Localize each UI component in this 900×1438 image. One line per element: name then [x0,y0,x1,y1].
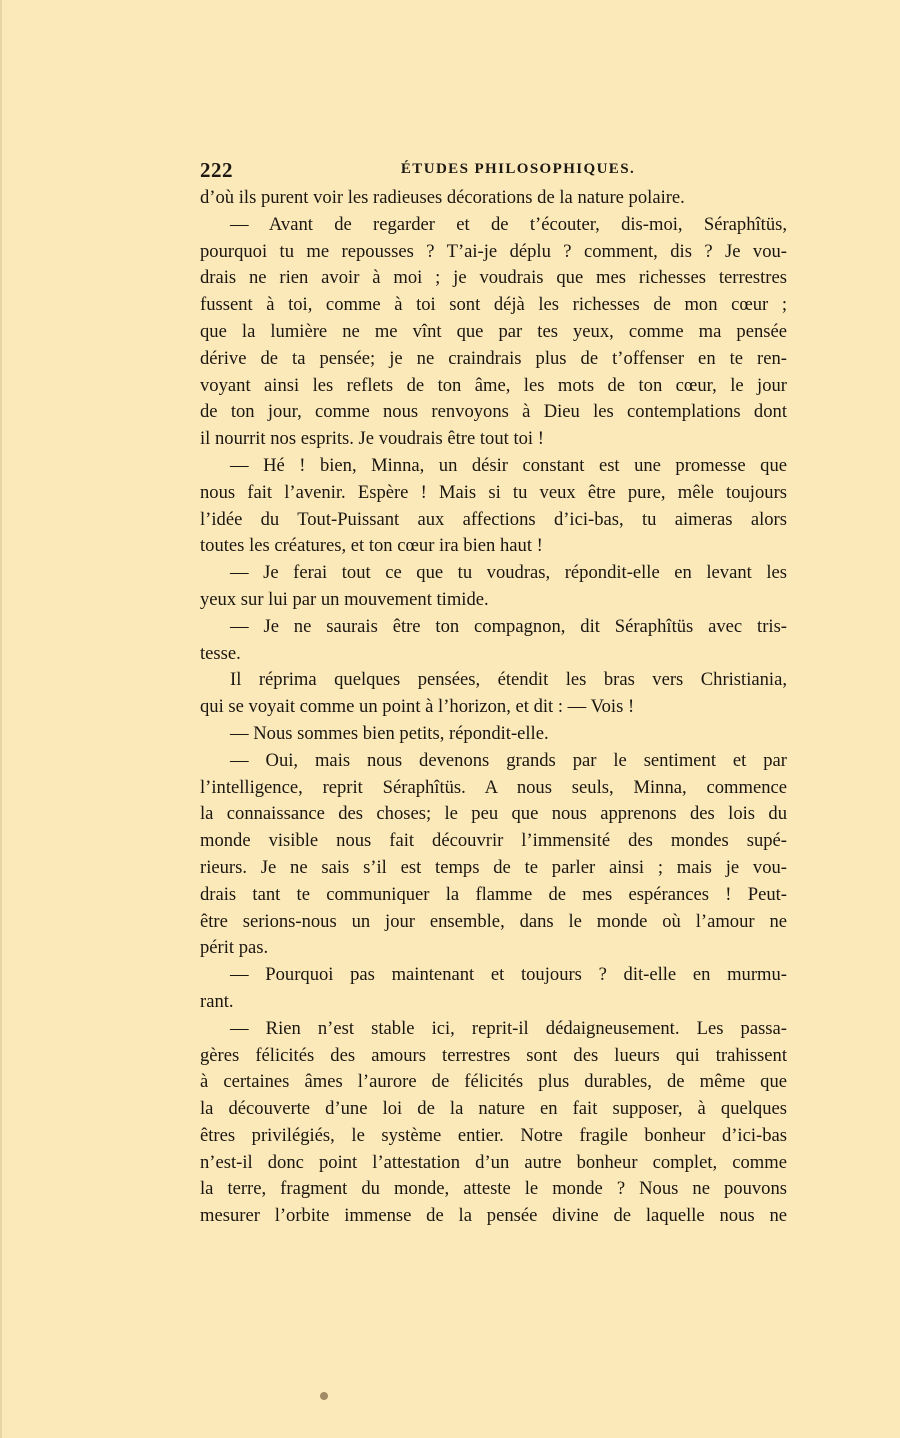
text-line: gères félicités des amours terrestres sont des lueurs qui trahissent [200,1044,787,1066]
text-line: il nourrit nos esprits. Je voudrais être tout toi ! [200,428,544,450]
text-line: mesurer l’orbite immense de la pensée divine de laquelle nous ne [200,1205,787,1227]
text-line: dérive de ta pensée; je ne craindrais plus de t’offenser en te ren- [200,347,787,369]
paper-speck [320,1392,328,1400]
text-line: êtres privilégiés, le système entier. Notre fragile bonheur d’ici-bas [200,1124,787,1146]
text-line: la découverte d’une loi de la nature en fait supposer, à quelques [200,1098,787,1120]
body-text [200,185,787,1230]
text-line: — Je ferai tout ce que tu voudras, répondit-elle en levant les [230,562,787,584]
text-line: — Oui, mais nous devenons grands par le sentiment et par [230,749,787,771]
text-line: la terre, fragment du monde, atteste le monde ? Nous ne pouvons [200,1178,787,1200]
page-header [200,158,806,184]
text-line: périt pas. [200,937,269,959]
text-line: rant. [200,990,234,1012]
text-line: — Pourquoi pas maintenant et toujours ? dit-elle en murmu- [230,964,787,986]
text-line: — Je ne saurais être ton compagnon, dit Séraphîtüs avec tris- [230,615,787,637]
text-line: rieurs. Je ne sais s’il est temps de te parler ainsi ; mais je vou- [200,856,787,878]
text-line: tesse. [200,642,241,664]
text-line: — Rien n’est stable ici, reprit-il dédaigneusement. Les passa- [230,1017,787,1039]
text-line: Il réprima quelques pensées, étendit les bras vers Christiania, [230,669,787,691]
page-number: 222 [200,158,233,182]
text-line: pourquoi tu me repousses ? T’ai-je déplu ? comment, dis ? Je vou- [200,240,787,262]
text-line: que la lumière ne me vînt que par tes yeux, comme ma pensée [200,320,787,342]
text-line: l’idée du Tout-Puissant aux affections d’ici-bas, tu aimeras alors [200,508,787,530]
text-line: qui se voyait comme un point à l’horizon, et dit : — Vois ! [200,696,635,718]
text-line: nous fait l’avenir. Espère ! Mais si tu veux être pure, mêle toujours [200,481,787,503]
text-line: d’où ils purent voir les radieuses décorations de la nature polaire. [200,187,685,208]
text-line: de ton jour, comme nous renvoyons à Dieu les contemplations dont [200,401,787,423]
text-line: drais tant te communiquer la flamme de mes espérances ! Peut- [200,883,787,905]
text-line: n’est-il donc point l’attestation d’un autre bonheur complet, comme [200,1151,787,1173]
text-line: — Avant de regarder et de t’écouter, dis-moi, Séraphîtüs, [230,213,787,235]
text-line: toutes les créatures, et ton cœur ira bien haut ! [200,535,543,557]
text-line: — Nous sommes bien petits, répondit-elle. [230,722,549,744]
text-line: fussent à toi, comme à toi sont déjà les richesses de mon cœur ; [200,294,787,316]
text-line: la connaissance des choses; le peu que nous apprenons des lois du [200,803,787,825]
text-line: — Hé ! bien, Minna, un désir constant est une promesse que [230,454,787,476]
text-line: être serions-nous un jour ensemble, dans le monde où l’amour ne [200,910,787,932]
text-line: drais ne rien avoir à moi ; je voudrais que mes richesses terrestres [200,267,787,289]
text-line: à certaines âmes l’aurore de félicités plus durables, de même que [200,1071,787,1093]
running-title: ÉTUDES PHILOSOPHIQUES. [400,161,636,177]
text-line: voyant ainsi les reflets de ton âme, les mots de ton cœur, le jour [200,374,787,396]
text-line: monde visible nous fait découvrir l’immensité des mondes supé- [200,830,787,852]
text-line: yeux sur lui par un mouvement timide. [200,588,489,610]
text-line: l’intelligence, reprit Séraphîtüs. A nous seuls, Minna, commence [200,776,787,798]
